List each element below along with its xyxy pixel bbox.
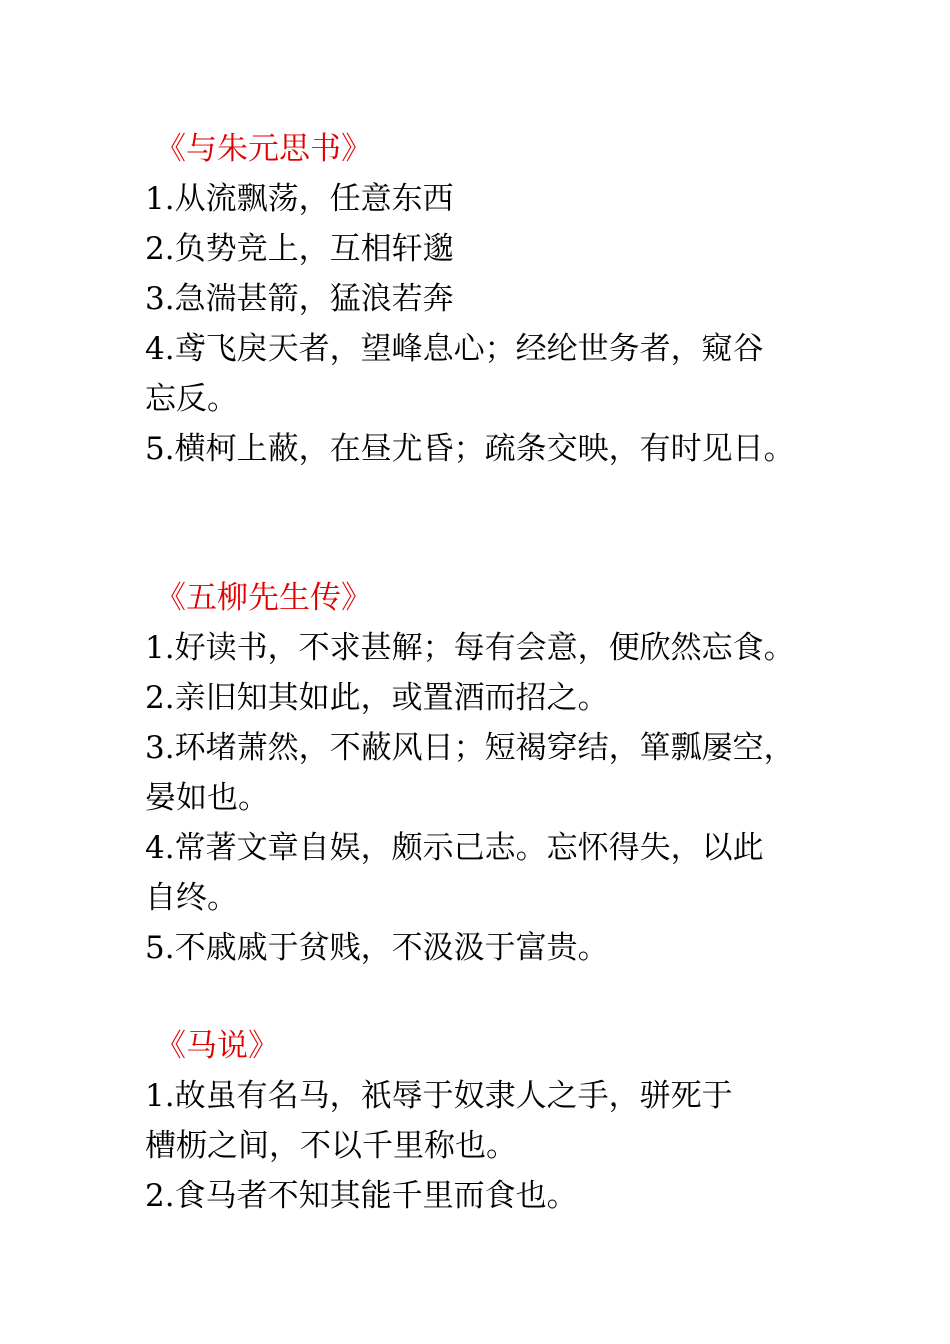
- text-line: 5.横柯上蔽，在昼尤昏；疏条交映，有时见日。: [145, 431, 795, 467]
- text-line: 2.负势竞上，互相轩邈: [145, 231, 454, 267]
- section-ma-shuo: [145, 1021, 835, 1221]
- text-line: 1.从流飘荡，任意东西: [145, 181, 454, 217]
- section-title: 《马说》: [155, 1028, 279, 1064]
- text-line: 2.食马者不知其能千里而食也。: [145, 1178, 578, 1214]
- text-line: 忘反。: [145, 381, 238, 417]
- text-line: 1.故虽有名马，祇辱于奴隶人之手，骈死于: [145, 1078, 733, 1114]
- section-title: 《与朱元思书》: [155, 131, 372, 167]
- text-line: 3.急湍甚箭，猛浪若奔: [145, 281, 454, 317]
- text-line: 3.环堵萧然，不蔽风日；短褐穿结，箪瓢屡空，: [145, 730, 795, 766]
- text-line: 1.好读书，不求甚解；每有会意，便欣然忘食。: [145, 630, 795, 666]
- section-title: 《五柳先生传》: [155, 580, 372, 616]
- text-line: 5.不戚戚于贫贱，不汲汲于富贵。: [145, 930, 609, 966]
- section-wu-liu-xian-sheng-zhuan: [145, 573, 835, 973]
- text-line: 晏如也。: [145, 780, 269, 816]
- text-line: 2.亲旧知其如此，或置酒而招之。: [145, 680, 609, 716]
- section-yu-zhu-yuan-si-shu: [145, 124, 835, 474]
- text-line: 槽枥之间，不以千里称也。: [145, 1128, 517, 1164]
- text-line: 4.鸢飞戾天者，望峰息心；经纶世务者，窥谷: [145, 331, 764, 367]
- text-line: 4.常著文章自娱，颇示己志。忘怀得失，以此: [145, 830, 764, 866]
- text-line: 自终。: [145, 880, 238, 916]
